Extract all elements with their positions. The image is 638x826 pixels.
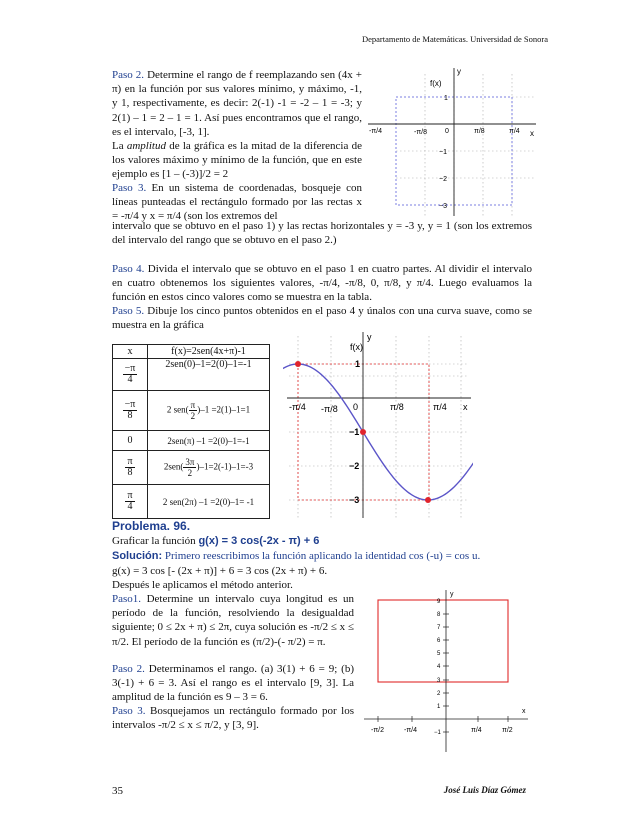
cosine-rectangle-graph xyxy=(360,586,532,756)
y-tick-label: −1 xyxy=(434,730,441,736)
y-tick-label: 1 xyxy=(437,704,441,710)
gx-line: g(x) = 3 cos [- (2x + π)] + 6 = 3 cos (2x + π) + 6. xyxy=(112,565,328,577)
y-tick-label: −3 xyxy=(349,495,360,505)
curve-point xyxy=(295,361,301,367)
x-tick-label: π/8 xyxy=(390,402,404,412)
table-cell: 2sen(0)–1=2(0)–1=-1 xyxy=(148,359,270,391)
table-row: $\frac{\pi}{4}$ 2 sen(2π) –1 =2(0)–1= -1 xyxy=(113,485,270,519)
paso3-paragraph xyxy=(112,181,362,224)
y-axis-name: y xyxy=(457,67,461,76)
y-tick-label: 6 xyxy=(437,638,441,644)
paso1-label: Paso1. xyxy=(112,593,142,605)
x-tick-label: -π/4 xyxy=(289,402,306,412)
x-tick-label: π/4 xyxy=(471,727,482,734)
paso3-label: Paso 3. xyxy=(112,182,147,194)
problem-statement: Graficar la función g(x) = 3 cos(-2x - π) + 6 xyxy=(112,535,320,547)
paso4-paragraph: Paso 4. Divida el intervalo que se obtuvo en el paso 1 en cuatro partes. Al dividir el intervalo en cuatro obtenemos los siguientes valores, -π/4, -π/8, 0, π/8, y π/4. Luego evaluamos la función en estos cinco valores como se muestra en la tabla. xyxy=(112,263,533,304)
paso2-label: Paso 2. xyxy=(112,69,145,81)
y-tick-label: −1 xyxy=(349,427,360,437)
grid xyxy=(289,336,469,518)
red-rectangle xyxy=(378,600,508,682)
table-header-f: f(x)=2sen(4x+π)-1 xyxy=(148,345,270,359)
y-tick-label: −2 xyxy=(349,461,360,471)
despues-line: Después le aplicamos el método anterior. xyxy=(112,579,293,591)
paso5-paragraph: Paso 5. Dibuje los cinco puntos obtenidos en el paso 4 y únalos con una curva suave, como se muestra en la gráfica xyxy=(112,305,532,332)
x-axis-name: x xyxy=(530,129,534,138)
x-axis-name: x xyxy=(463,402,468,412)
y-tick-label: 1 xyxy=(355,359,361,369)
x-tick-label: -π/8 xyxy=(321,404,338,414)
curve-point xyxy=(360,429,366,435)
table-row: $\frac{\pi}{8}$ 2sen( $\frac{3\pi}{2}$ )–1=2(-1)–1=-3 xyxy=(113,451,270,485)
table-row: $\frac{-\pi}{4}$ 2sen(0)–1=2(0)–1=-1 xyxy=(113,359,270,391)
function-expression: g(x) = 3 cos(-2x - π) + 6 xyxy=(198,535,320,547)
y-axis-label: f(x) xyxy=(350,342,363,352)
solucion-paragraph: Solución: Primero reescribimos la función aplicando la identidad cos (-u) = cos u. xyxy=(112,550,481,562)
y-tick-label: −3 xyxy=(439,203,447,210)
x-tick-label: π/2 xyxy=(502,727,513,734)
paso3-continuation: intervalo que se obtuvo en el paso 1) y las rectas horizontales y = -3 y, y = 1 (son los extremos del intervalo del rango que se obtuvo en el paso 2.) xyxy=(112,220,532,247)
x-tick-label: -π/4 xyxy=(404,727,417,734)
y-tick-label: 7 xyxy=(437,625,441,631)
paso2-paragraph xyxy=(112,68,362,139)
curve-point xyxy=(425,497,431,503)
y-tick-label: 4 xyxy=(437,664,441,670)
table-header-x: x xyxy=(113,345,148,359)
x-axis-name: x xyxy=(522,708,526,715)
solucion-label: Solución: xyxy=(112,550,163,562)
paso2b-paragraph: Paso 2. Determinamos el rango. (a) 3(1) + 6 = 9; (b) 3(-1) + 6 = 3. Así el rango es el intervalo [9, 3]. La amplitud de la función es 9 – 3 = 6. xyxy=(112,663,355,704)
page-number: 35 xyxy=(112,785,123,797)
y-axis-name: y xyxy=(450,591,454,598)
amplitud-paragraph: La amplitud de la gráfica es la mitad de la diferencia de los valores máximo y mínimo de la función, que en este ejemplo es [1 – (-3)]/2 = 2 xyxy=(112,140,362,181)
paso3b-paragraph: Paso 3. Bosquejamos un rectángulo formado por los intervalos -π/2 ≤ x ≤ π/2, y [3, 9]. xyxy=(112,705,354,732)
sine-graph xyxy=(283,328,473,522)
author-footer: José Luis Díaz Gómez xyxy=(443,785,526,795)
paso1-paragraph: Paso1. Determine un intervalo cuya longitud es un período de la función, resolviendo la desigualdad siguiente; 0 ≤ 2x + π) ≤ 2π, cuya solución es -π/2 ≤ x ≤ π/2. El período de la función es (π/2)-(- π/2) = π. xyxy=(112,593,354,648)
paso3-text: En un sistema de coordenadas, bosqueje con líneas punteadas el rectángulo formado por las rectas x = -π/4 y x = π/4 (son los extremos del xyxy=(112,182,363,223)
y-tick-label: 3 xyxy=(437,678,441,684)
x-tick-label: -π/4 xyxy=(369,128,382,135)
x-tick-label: π/4 xyxy=(433,402,447,412)
paso3b-label: Paso 3. xyxy=(112,705,146,717)
problem-title: Problema. 96. xyxy=(112,519,191,533)
y-tick-label: 9 xyxy=(437,599,441,605)
rectangle-graph xyxy=(366,64,538,220)
amplitud-word: amplitud xyxy=(126,140,166,152)
paso5-label: Paso 5. xyxy=(112,305,145,317)
x-tick-label: -π/8 xyxy=(414,129,427,136)
y-tick-label: −1 xyxy=(439,149,447,156)
y-tick-label: 8 xyxy=(437,612,441,618)
values-table xyxy=(112,344,270,519)
y-axis-label: f(x) xyxy=(430,79,442,88)
paso2b-label: Paso 2. xyxy=(112,663,145,675)
x-tick-label: π/8 xyxy=(474,128,485,135)
x-tick-label: 0 xyxy=(445,128,449,135)
grid xyxy=(396,74,536,216)
paso2-text: Determine el rango de f reemplazando sen (4x + π) en la función por sus valores mínimo, y máximo, -1, y 1, respectivamente, es decir: 2(-1) -1 = -2 – 1 = -3; y 2(1) – 1 = 2 – 1 = 1. Así pues encontramos que el rango, es el intervalo, [-3, 1]. xyxy=(112,69,362,138)
y-tick-label: 5 xyxy=(437,651,441,657)
y-tick-label: 1 xyxy=(444,95,448,102)
table-header-row xyxy=(113,345,270,359)
x-tick-label: π/4 xyxy=(509,128,520,135)
y-tick-label: 2 xyxy=(437,691,441,697)
x-tick-label: -π/2 xyxy=(371,727,384,734)
page-header: Departamento de Matemáticas. Universidad de Sonora xyxy=(362,34,548,44)
table-row: 0 2sen(π) –1 =2(0)–1=-1 xyxy=(113,431,270,451)
paso4-label: Paso 4. xyxy=(112,263,145,275)
x-tick-label: 0 xyxy=(353,402,359,412)
y-tick-label: −2 xyxy=(439,176,447,183)
table-row: $\frac{-\pi}{8}$ 2 sen( $\frac{\pi}{2}$ )–1 =2(1)–1=1 xyxy=(113,391,270,431)
y-axis-name: y xyxy=(367,332,372,342)
